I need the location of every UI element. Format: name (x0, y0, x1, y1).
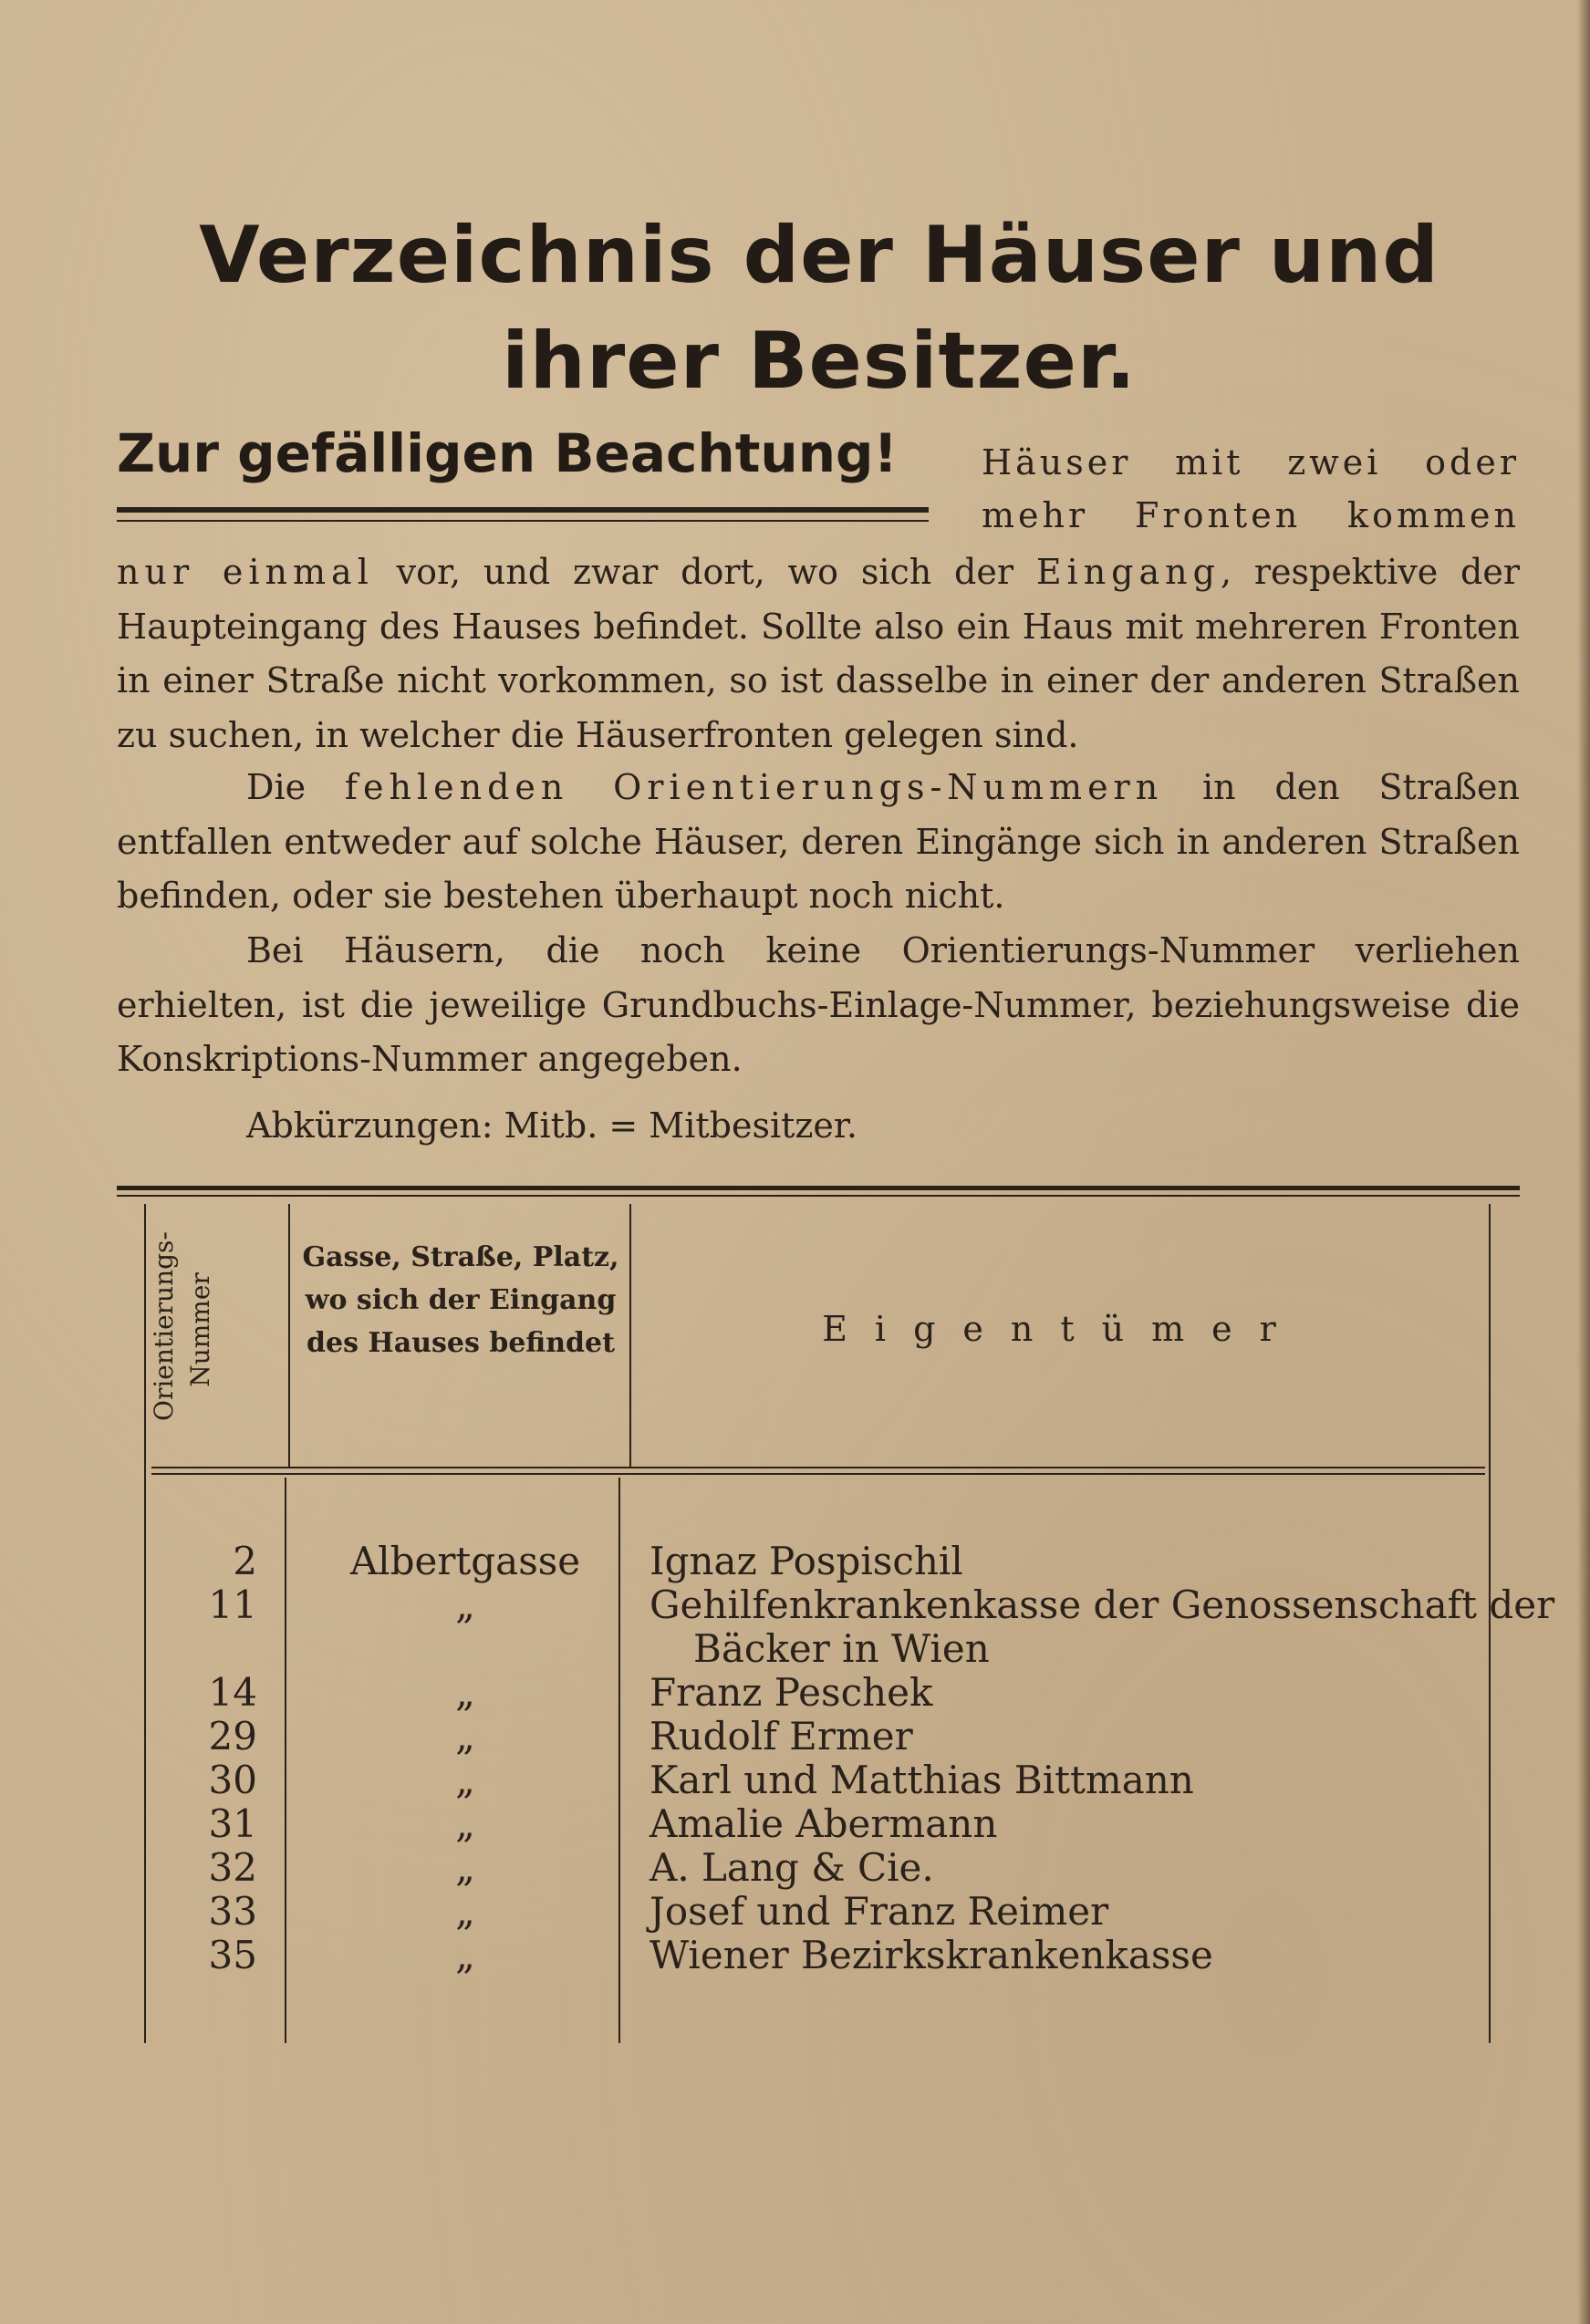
owner-name-continuation: Bäcker in Wien (693, 1626, 990, 1671)
table-row (146, 1582, 1555, 1671)
cell-street: „ (455, 1889, 475, 1934)
page-title: Verzeichnis der Häuser und ihrer Besitzer. (199, 210, 1439, 407)
owner-name: Franz Peschek (650, 1670, 933, 1715)
cell-street: „ (455, 1670, 475, 1715)
cell-owner (650, 1671, 1590, 1715)
notice-paragraph-1 (117, 545, 1520, 763)
table-row (146, 1540, 1496, 1583)
notice-paragraph-3: Bei Häusern, die noch keine Orientierungs-Nummer verliehen erhielten, ist die jeweilige Grundbuchs-Einlage-Nummer, beziehungsweise die Konskriptions-Nummer angegeben. (117, 930, 1520, 1079)
cell-number: 14 (208, 1670, 257, 1715)
emphasis-fehlende-nummern: fehlenden Orientierungs-Nummern (344, 767, 1164, 807)
paragraph-1-text-a: vor, und zwar dort, wo sich der (373, 552, 1036, 592)
table-row (146, 1759, 1496, 1802)
owner-name: Wiener Bezirkskrankenkasse (650, 1933, 1213, 1977)
owner-name: Rudolf Ermer (650, 1714, 913, 1759)
cell-owner (650, 1583, 1590, 1671)
cell-number: 11 (208, 1582, 257, 1627)
cell-number: 29 (208, 1714, 257, 1759)
abbreviations-line: Abkürzungen: Mitb. = Mitbesitzer. (246, 1105, 857, 1146)
table-row (146, 1671, 1496, 1715)
cell-owner (650, 1890, 1590, 1934)
cell-number: 30 (208, 1758, 257, 1802)
cell-street: „ (455, 1933, 475, 1977)
paragraph-2-text-a: Die (246, 767, 345, 807)
table-top-rule (117, 1186, 1520, 1197)
owner-name: A. Lang & Cie. (650, 1845, 934, 1890)
owner-name: Gehilfenkrankenkasse der Genossenschaft der (650, 1582, 1555, 1627)
paragraph-1-text-b: , respektive der Haupteingang des Hauses befindet. Sollte also ein Haus mit mehreren Fronten in einer Straße nicht vorkommen, so ist dasselbe in einer der anderen Straßen zu suchen, in welcher die Häuserfronten gelegen sind. (117, 552, 1520, 755)
owner-name: Josef und Franz Reimer (650, 1889, 1109, 1934)
notice-heading: Zur gefälligen Beachtung! (117, 422, 898, 484)
table-row (146, 1802, 1496, 1846)
cell-street: „ (455, 1582, 475, 1627)
owner-name: Ignaz Pospischil (650, 1539, 963, 1583)
header-owner: Eigentümer (822, 1309, 1304, 1349)
notice-paragraph-2 (117, 761, 1520, 924)
table-row (146, 1715, 1496, 1759)
notice-heading-rule (117, 507, 929, 522)
header-orientierungs-nummer: Orientierungs-Nummer (149, 1231, 215, 1421)
cell-owner (650, 1759, 1590, 1802)
cell-street: Albertgasse (349, 1539, 581, 1583)
column-divider-street (629, 1204, 631, 1468)
table-row (146, 1934, 1496, 1977)
notice-paragraph-1-start: Häuser mit zwei oder mehr Fronten kommen (982, 442, 1520, 535)
cell-number: 32 (208, 1845, 257, 1890)
table-row (146, 1846, 1496, 1890)
paragraph-2-text-b: in den Straßen entfallen entweder auf solche Häuser, deren Eingänge sich in anderen Straßen befinden, oder sie bestehen überhaupt noch nicht. (117, 767, 1520, 916)
emphasis-nur-einmal: nur einmal (117, 552, 374, 592)
cell-owner (650, 1846, 1590, 1890)
header-street: Gasse, Straße, Platz, wo sich der Eingang des Hauses befindet (302, 1241, 619, 1359)
cell-number: 2 (233, 1539, 257, 1583)
cell-owner (650, 1934, 1590, 1977)
cell-street: „ (455, 1714, 475, 1759)
cell-number: 35 (208, 1933, 257, 1977)
column-divider-number (288, 1204, 290, 1468)
cell-street: „ (455, 1758, 475, 1802)
cell-street: „ (455, 1845, 475, 1890)
cell-owner (650, 1715, 1590, 1759)
cell-number: 33 (208, 1889, 257, 1934)
owner-name: Amalie Abermann (650, 1801, 998, 1846)
table-row (146, 1890, 1496, 1934)
owner-name: Karl und Matthias Bittmann (650, 1758, 1194, 1802)
emphasis-eingang: Eingang (1035, 552, 1221, 592)
table-body (146, 1539, 1555, 1977)
table-header-rule (151, 1467, 1485, 1475)
cell-owner (650, 1802, 1590, 1846)
cell-owner (650, 1540, 1590, 1583)
cell-street: „ (455, 1801, 475, 1846)
cell-number: 31 (208, 1801, 257, 1846)
